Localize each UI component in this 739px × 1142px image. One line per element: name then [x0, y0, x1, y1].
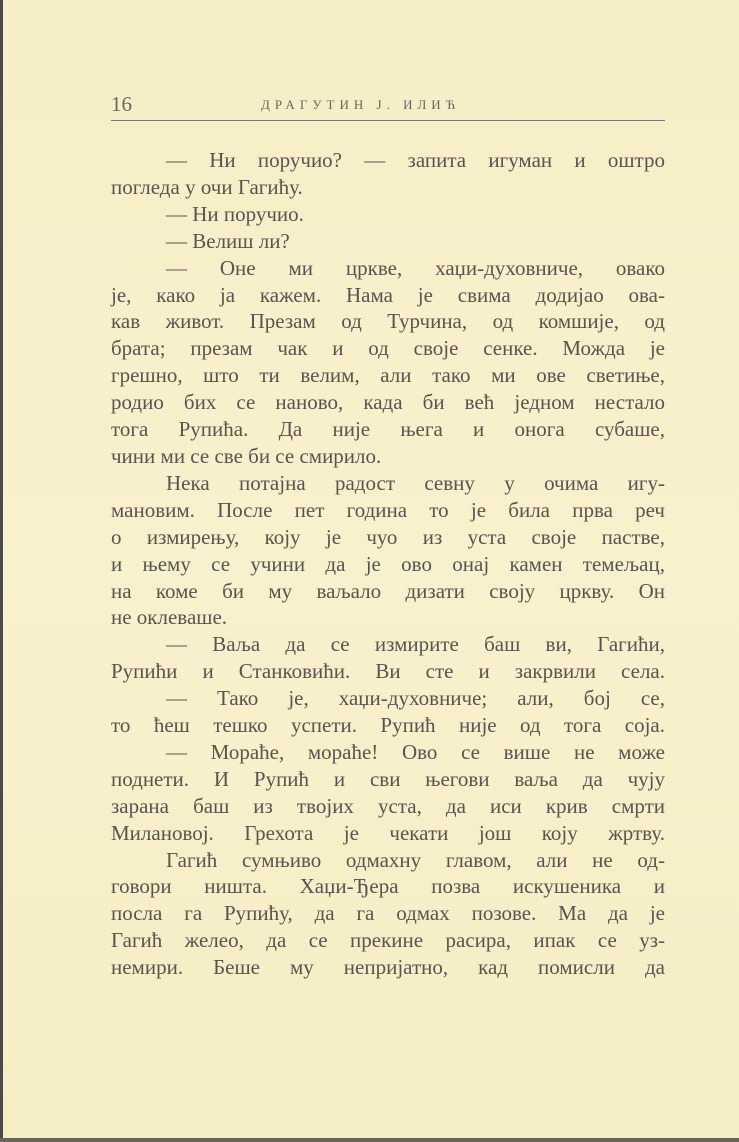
page-bottom-edge [0, 1138, 739, 1142]
text-line: Милановој. Грехота је чекати још коју жртву. [111, 820, 665, 845]
page-left-edge [0, 0, 3, 1142]
text-line: поднети. И Рупић и сви његови ваља да чују [111, 766, 665, 791]
page-header [111, 88, 665, 121]
text-line: Гагић желео, да се прекине расира, ипак се уз- [111, 928, 665, 953]
text-line: тога Рупића. Да није њега и онога субаше, [111, 417, 665, 442]
text-line: на коме би му ваљало дизати своју цркву. Он [111, 578, 665, 603]
text-line: то ћеш тешко успети. Рупић није од тога соја. [111, 713, 665, 738]
text-line: — Тако је, хаџи-духовниче; али, бој се, [166, 686, 665, 711]
text-line: Рупићи и Станковићи. Ви сте и закрвили села. [111, 659, 665, 684]
text-line: брата; презам чак и од своје сенке. Можда је [111, 336, 665, 361]
text-line: немири. Беше му непријатно, кад помисли да [111, 955, 665, 980]
text-line: — Оне ми цркве, хаџи-духовниче, овако [166, 255, 665, 280]
text-line: о измирењу, коју је чуо из уста своје пастве, [111, 524, 665, 549]
text-line: — Ни поручио. [166, 201, 304, 226]
text-line: родио бих се наново, када би већ једном нестало [111, 390, 665, 415]
running-title: ДРАГУТИН Ј. ИЛИЋ [261, 97, 461, 112]
text-line: мановим. После пет година то је била прва реч [111, 497, 665, 522]
text-line: — Ни поручио? — запита игуман и оштро [166, 148, 665, 172]
text-line: кав живот. Презам од Турчина, од комшије, од [111, 309, 665, 334]
text-line: посла га Рупићу, да га одмах позове. Ма да је [111, 901, 665, 926]
text-line: не оклеваше. [111, 605, 228, 630]
text-line: Гагић сумњиво одмахну главом, али не од- [166, 847, 665, 872]
text-line: је, како ја кажем. Нама је свима додијао ова- [111, 282, 665, 307]
text-line: — Велиш ли? [166, 228, 290, 253]
body-text [111, 147, 665, 981]
text-line: погледа у очи Гагићу. [111, 174, 303, 199]
text-line: зарана баш из твојих уста, да иси крив смрти [111, 793, 665, 818]
text-line: чини ми се све би се смирило. [111, 443, 382, 468]
text-line: грешно, што ти велим, али тако ми ове светиње, [111, 363, 665, 388]
text-line: и њему се учини да је ово онај камен темељац, [111, 551, 665, 576]
text-line: — Ваља да се измирите баш ви, Гагићи, [166, 632, 665, 657]
page-number: 16 [111, 92, 132, 116]
text-line: говори ништа. Хаџи-Ђера позва искушеника и [111, 874, 665, 899]
text-line: Нека потајна радост севну у очима игу- [166, 470, 665, 495]
text-line: — Мораће, мораће! Ово се више не може [166, 739, 665, 764]
